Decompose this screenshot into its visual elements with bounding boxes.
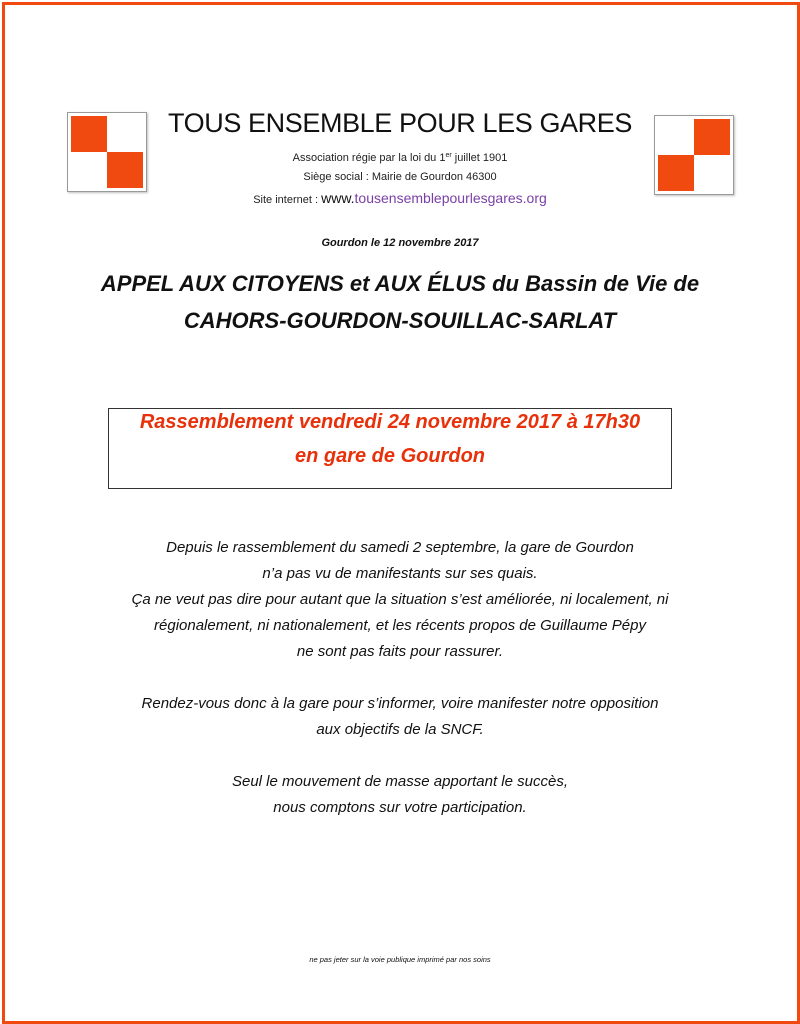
rally-location: en gare de Gourdon — [294, 445, 486, 467]
website-link[interactable]: tousensemblepourlesgares.org — [354, 190, 547, 206]
body-paragraph-line: Ça ne veut pas dire pour autant que la situation s’est améliorée, ni localement, ni — [131, 591, 669, 608]
head-office-line: Siège social : Mairie de Gourdon 46300 — [303, 171, 497, 183]
body-paragraph-line: Seul le mouvement de masse apportant le succès, — [231, 773, 568, 790]
body-paragraph-line: aux objectifs de la SNCF. — [316, 721, 484, 738]
rally-announcement-box — [108, 408, 672, 489]
body-paragraph-line: Depuis le rassemblement du samedi 2 septembre, la gare de Gourdon — [166, 539, 634, 556]
association-legal-line: Association régie par la loi du 1er juillet 1901 — [292, 152, 508, 164]
body-paragraph-line: n’a pas vu de manifestants sur ses quais. — [262, 565, 538, 582]
body-paragraph-line: Rendez-vous donc à la gare pour s’informer, voire manifester notre opposition — [141, 695, 659, 712]
body-paragraph-line: ne sont pas faits pour rassurer. — [296, 643, 504, 660]
appeal-headline-line2: CAHORS-GOURDON-SOUILLAC-SARLAT — [183, 308, 617, 333]
website-line: Site internet : www.tousensemblepourlesgares.org — [253, 190, 547, 206]
organization-title: TOUS ENSEMBLE POUR LES GARES — [168, 108, 632, 138]
rally-datetime: Rassemblement vendredi 24 novembre 2017 à 17h30 — [139, 411, 641, 433]
body-paragraph-line: nous comptons sur votre participation. — [273, 799, 527, 816]
appeal-headline-line1: APPEL AUX CITOYENS et AUX ÉLUS du Bassin de Vie de — [100, 271, 700, 296]
footer-print-note: ne pas jeter sur la voie publique imprimé par nos soins — [309, 955, 491, 964]
body-paragraph-line: régionalement, ni nationalement, et les récents propos de Guillaume Pépy — [154, 617, 646, 634]
document-date: Gourdon le 12 novembre 2017 — [321, 237, 479, 249]
